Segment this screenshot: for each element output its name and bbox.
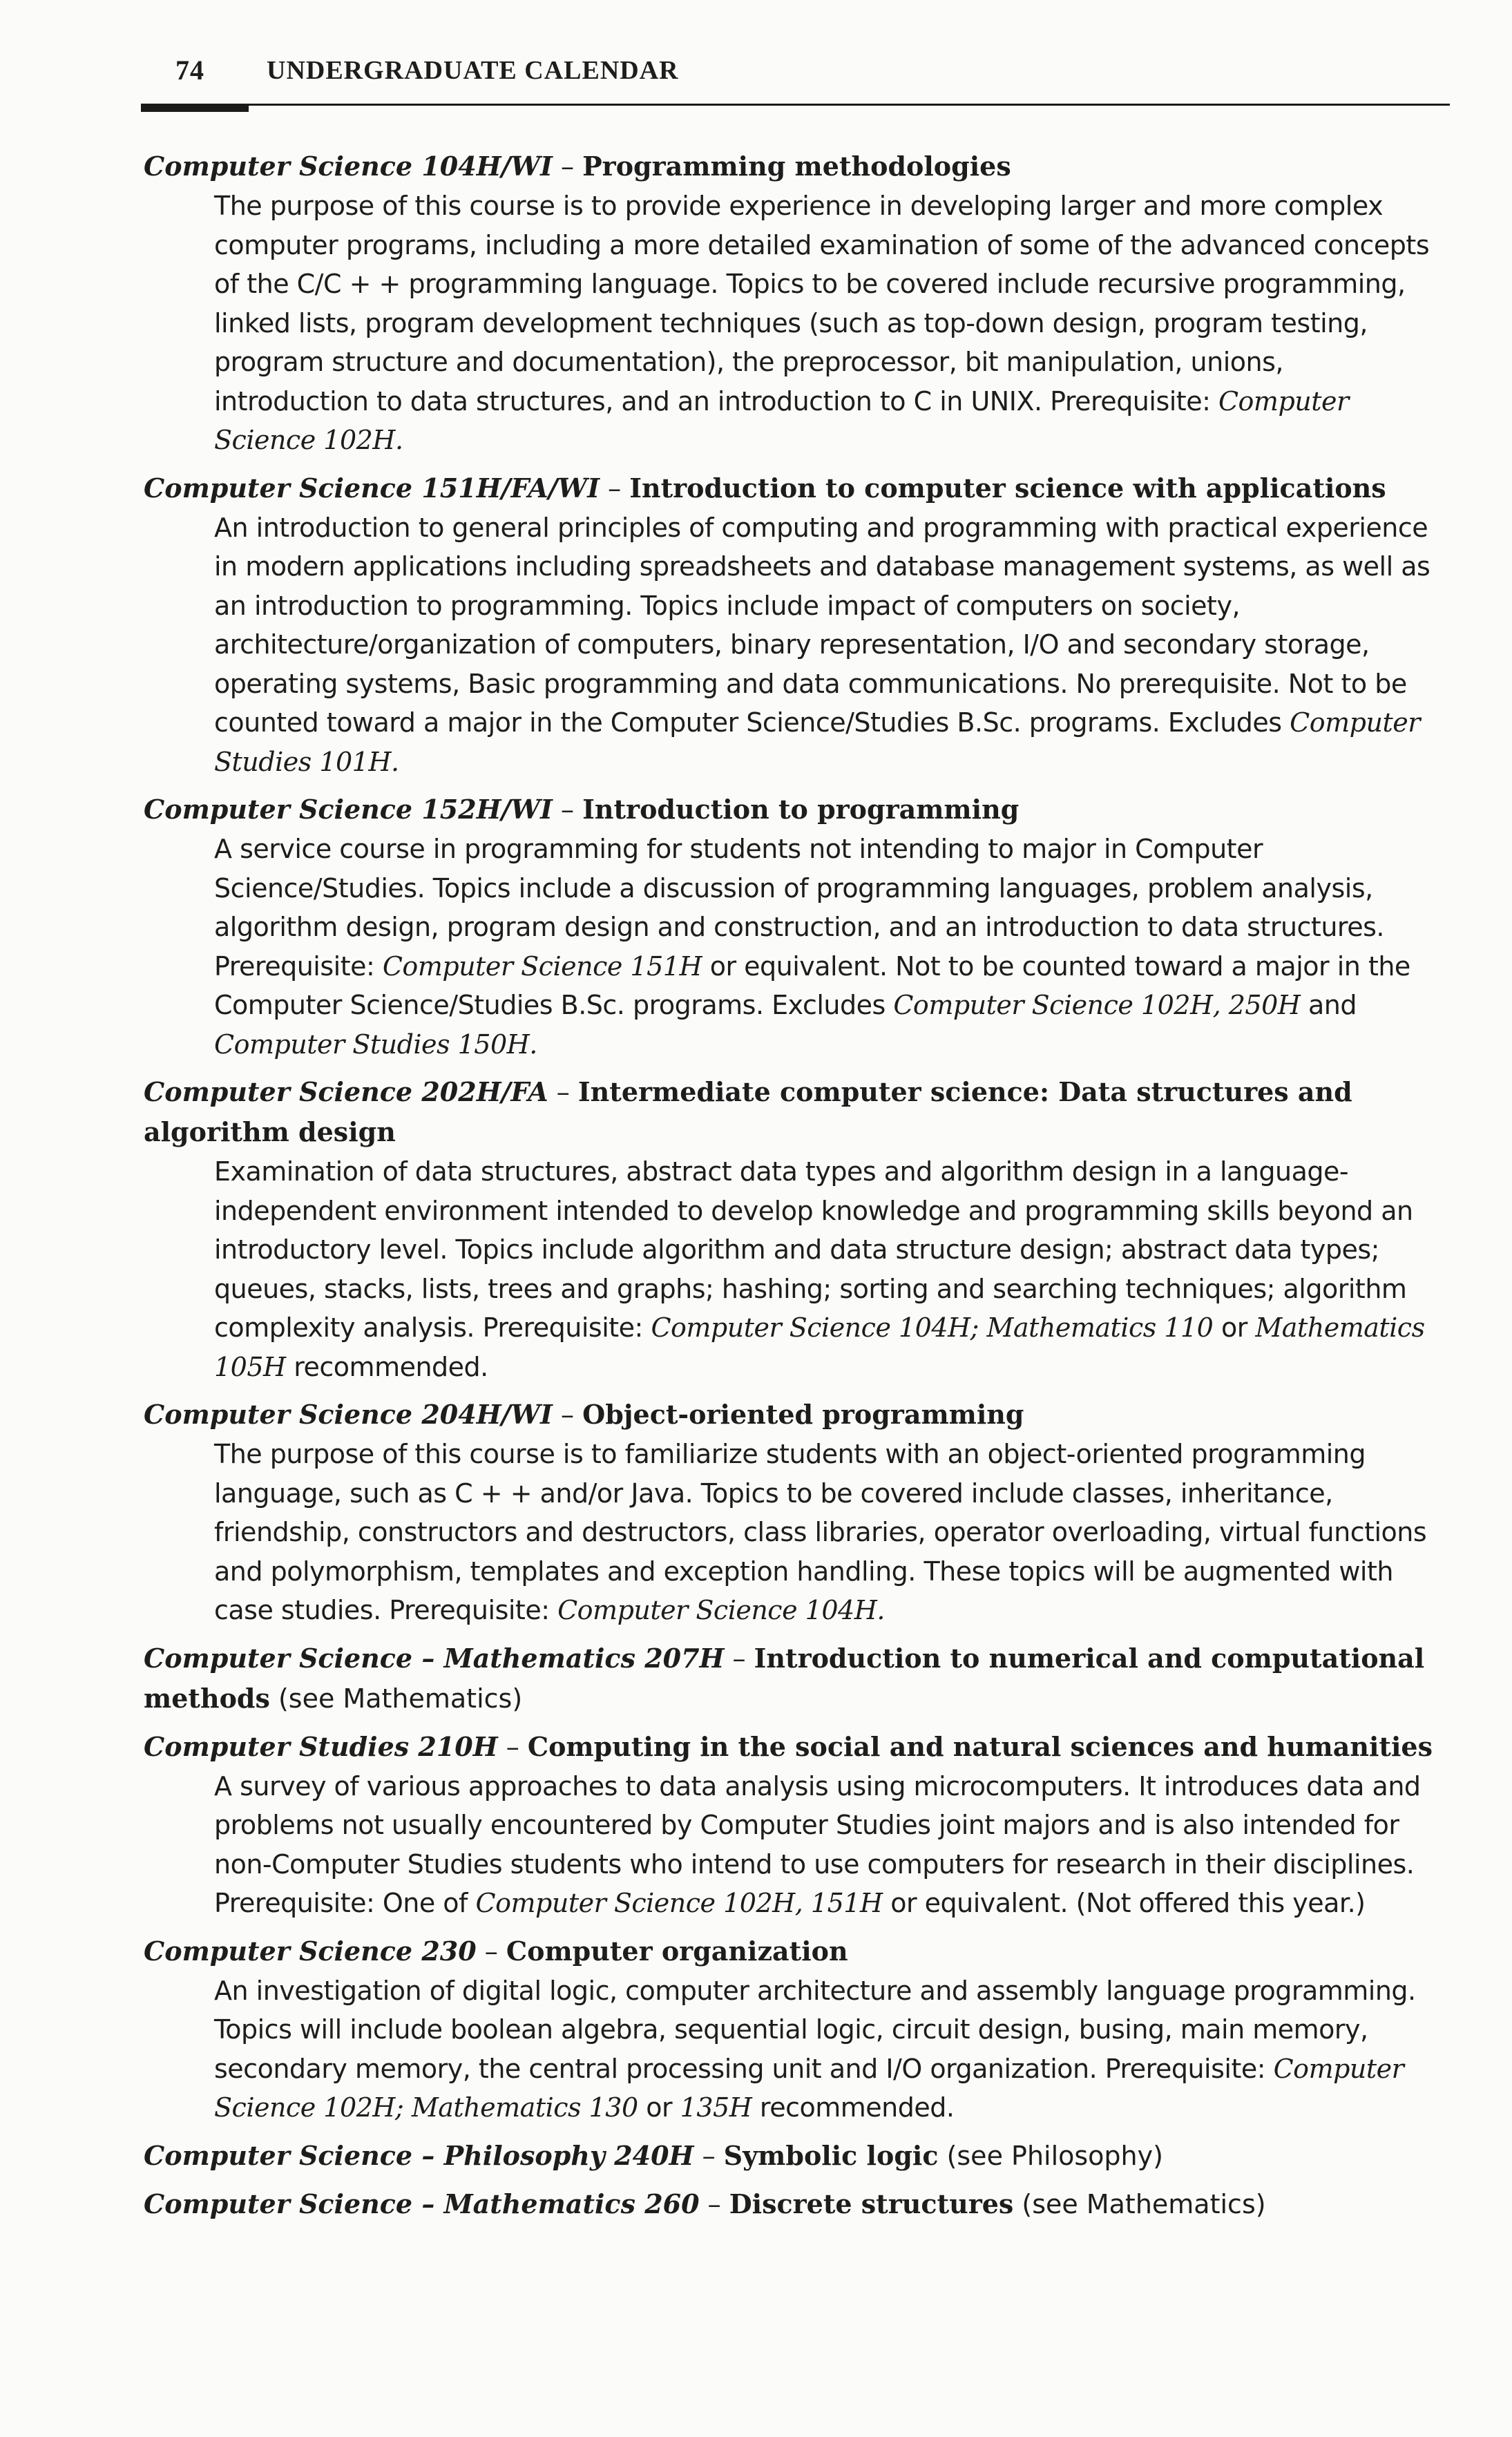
course-code: Computer Science 151H/FA/WI [144, 472, 600, 504]
heading-dash: – [702, 2140, 724, 2171]
course-title: Computing in the social and natural sciences and humanities [527, 1730, 1433, 1762]
course-entry [144, 468, 1442, 790]
course-description [214, 1152, 1442, 1386]
course-entry [144, 1727, 1442, 1931]
course-title: Computer organization [506, 1935, 848, 1967]
entry-spacer [144, 1719, 1442, 1727]
heading-dash: – [561, 151, 583, 182]
heading-dash: – [506, 1731, 528, 1762]
course-heading [144, 2136, 1442, 2176]
entry-spacer [144, 2176, 1442, 2184]
course-heading [144, 1638, 1442, 1719]
description-text: or equivalent. Not to be counted toward a major in the Computer Science/Studies B.Sc. programs. Excludes [214, 950, 1410, 1020]
course-description [214, 187, 1442, 460]
entry-spacer [144, 1923, 1442, 1931]
course-reference: 135H [680, 2092, 752, 2123]
header-rule [141, 104, 1450, 106]
course-heading [144, 468, 1442, 508]
course-entry [144, 2136, 1442, 2184]
course-reference: Computer Science 104H; Mathematics 110 [651, 1312, 1214, 1343]
description-text: Examination of data structures, abstract data types and algorithm design in a language-independent environment intended to develop knowledge and programming skills beyond an introductory level. Topics include algorithm and data structure design; abstract data types; queues, stacks, lists, trees and graphs; hashing; sorting and searching techniques; algorithm complexity analysis. Prerequisite: [214, 1156, 1413, 1343]
course-entry [144, 1638, 1442, 1727]
course-description [214, 1767, 1442, 1923]
course-entry [144, 2184, 1442, 2233]
entry-spacer [144, 2224, 1442, 2233]
description-text: A service course in programming for students not intending to major in Computer Science/Studies. Topics include a discussion of programming languages, problem analysis, algorithm design, program design and construction, and an introduction to data structures. Prerequisite: [214, 834, 1384, 982]
course-code: Computer Science – Mathematics 260 [144, 2188, 700, 2219]
course-heading [144, 790, 1442, 830]
course-reference: Computer Science 151H [382, 950, 702, 982]
description-text: recommended. [752, 2092, 955, 2123]
course-code: Computer Studies 210H [144, 1730, 498, 1762]
course-reference: Computer Science 102H; Mathematics 130 [214, 2053, 1404, 2123]
heading-dash: – [484, 1936, 506, 1967]
course-heading [144, 1072, 1442, 1152]
description-text: An introduction to general principles of computing and programming with practical experience in modern applications including spreadsheets and database management systems, as well as an introduction to programming. Topics include impact of computers on society, architecture/organization of computers, binary representation, I/O and secondary storage, operating systems, Basic programming and data communications. No prerequisite. Not to be counted toward a major in the Computer Science/Studies B.Sc. programs. Excludes [214, 512, 1430, 738]
description-text: A survey of various approaches to data analysis using microcomputers. It introduces data and problems not usually encountered by Computer Studies joint majors and is also intended for non-Computer Studies students who intend to use computers for research in their disciplines. Prerequisite: One of [214, 1770, 1421, 1918]
course-entry [144, 1072, 1442, 1395]
course-description [214, 830, 1442, 1064]
course-code: Computer Science – Mathematics 207H [144, 1642, 725, 1674]
course-heading [144, 1395, 1442, 1435]
heading-dash: – [556, 1077, 578, 1107]
entry-spacer [144, 460, 1442, 468]
page-header [138, 54, 1451, 93]
description-text: The purpose of this course is to provide experience in developing larger and more complex computer programs, including a more detailed examination of some of the advanced concepts of the C/C + + programming language. Topics to be covered include recursive programming, linked lists, program development techniques (such as top-down design, program testing, program structure and documentation), the preprocessor, bit manipulation, unions, introduction to data structures, and an introduction to C in UNIX. Prerequisite: [214, 191, 1430, 417]
description-text: or [638, 2092, 680, 2123]
description-text: recommended. [285, 1351, 488, 1382]
course-description [214, 1435, 1442, 1630]
heading-dash: – [561, 794, 583, 825]
course-code: Computer Science 230 [144, 1935, 477, 1967]
course-heading [144, 1727, 1442, 1767]
entry-spacer [144, 1630, 1442, 1638]
course-title: Introduction to computer science with applications [629, 472, 1386, 504]
course-title: Object-oriented programming [582, 1399, 1024, 1430]
course-code: Computer Science 152H/WI [144, 794, 553, 825]
course-title: Discrete structures [729, 2188, 1014, 2219]
course-title: Introduction to numerical and computational methods [144, 1642, 1425, 1714]
course-heading [144, 1931, 1442, 1971]
page-number: 74 [175, 55, 204, 86]
running-head: UNDERGRADUATE CALENDAR [267, 56, 679, 85]
course-entry [144, 146, 1442, 468]
course-reference: Computer Studies 150H. [214, 1029, 537, 1060]
description-text: or [1213, 1312, 1256, 1343]
course-reference: Computer Science 104H. [557, 1595, 885, 1625]
course-reference: Computer Studies 101H. [214, 707, 1420, 777]
entry-spacer [144, 1386, 1442, 1395]
description-text: and [1300, 990, 1357, 1020]
course-heading [144, 146, 1442, 187]
description-text: An investigation of digital logic, computer architecture and assembly language programming. Topics will include boolean algebra, sequential logic, circuit design, busing, main memory, secondary memory, the central processing unit and I/O organization. Prerequisite: [214, 1975, 1416, 2084]
description-text: The purpose of this course is to familiarize students with an object-oriented programming language, such as C + + and/or Java. Topics to be covered include classes, inheritance, friendship, constructors and destructors, class libraries, operator overloading, virtual functions and polymorphism, templates and exception handling. These topics will be augmented with case studies. Prerequisite: [214, 1439, 1427, 1625]
course-entry [144, 790, 1442, 1072]
description-text: or equivalent. (Not offered this year.) [882, 1888, 1366, 1918]
course-reference: Computer Science 102H, 151H [475, 1888, 883, 1918]
course-entry [144, 1395, 1442, 1638]
course-heading [144, 2184, 1442, 2224]
course-entry [144, 1931, 1442, 2136]
course-description [214, 508, 1442, 782]
course-code: Computer Science 202H/FA [144, 1076, 548, 1107]
cross-reference: (see Mathematics) [278, 1683, 523, 1714]
heading-dash: – [608, 472, 630, 504]
course-reference: Computer Science 102H, 250H [893, 990, 1301, 1020]
cross-reference: (see Mathematics) [1022, 2188, 1266, 2219]
cross-reference: (see Philosophy) [946, 2140, 1163, 2171]
course-reference: Mathematics 105H [214, 1312, 1425, 1382]
heading-dash: – [732, 1643, 754, 1674]
course-title: Intermediate computer science: Data structures and algorithm design [144, 1076, 1352, 1147]
entry-spacer [144, 2128, 1442, 2136]
course-title: Introduction to programming [582, 794, 1020, 825]
course-code: Computer Science 104H/WI [144, 151, 553, 182]
course-reference: Computer Science 102H. [214, 385, 1349, 455]
course-title: Symbolic logic [723, 2139, 939, 2171]
heading-dash: – [707, 2188, 729, 2219]
course-code: Computer Science – Philosophy 240H [144, 2139, 694, 2171]
course-description [214, 1971, 1442, 2128]
course-code: Computer Science 204H/WI [144, 1399, 553, 1430]
course-list [144, 146, 1442, 2233]
header-rule-accent [141, 104, 249, 112]
entry-spacer [144, 781, 1442, 790]
entry-spacer [144, 1064, 1442, 1072]
heading-dash: – [561, 1399, 583, 1430]
course-title: Programming methodologies [582, 151, 1011, 182]
